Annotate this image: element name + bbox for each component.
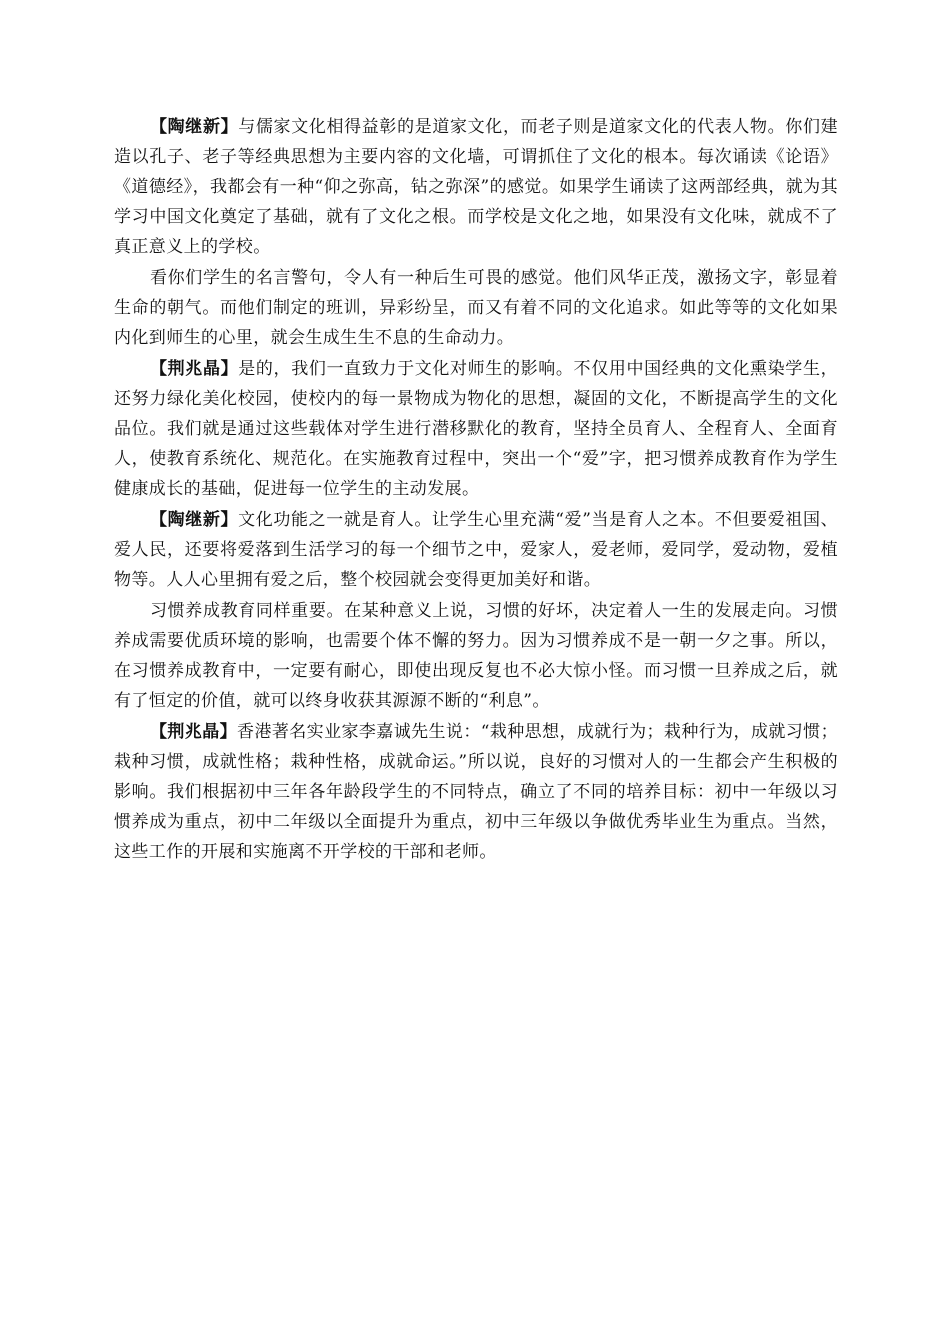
paragraph-5	[114, 596, 838, 716]
paragraph-6	[114, 717, 838, 867]
speaker-label: 【荆兆晶】	[150, 359, 239, 379]
speaker-label: 【荆兆晶】	[150, 722, 238, 742]
speaker-label: 【陶继新】	[150, 510, 239, 530]
speaker-label: 【陶继新】	[150, 117, 239, 137]
paragraph-text: 文化功能之一就是育人。让学生心里充满“爱”当是育人之本。不但要爱祖国、爱人民，还要将爱落到生活学习的每一个细节之中，爱家人，爱老师，爱同学，爱动物，爱植物等。人人心里拥有爱之后，整个校园就会变得更加美好和谐。	[114, 510, 838, 590]
paragraph-2	[114, 263, 838, 353]
paragraph-text: 与儒家文化相得益彰的是道家文化，而老子则是道家文化的代表人物。你们建造以孔子、老子等经典思想为主要内容的文化墙，可谓抓住了文化的根本。每次诵读《论语》《道德经》，我都会有一种“仰之弥高，钻之弥深”的感觉。如果学生诵读了这两部经典，就为其学习中国文化奠定了基础，就有了文化之根。而学校是文化之地，如果没有文化味，就成不了真正意义上的学校。	[114, 117, 839, 257]
paragraph-text: 是的，我们一直致力于文化对师生的影响。不仅用中国经典的文化熏染学生，还努力绿化美化校园，使校内的每一景物成为物化的思想，凝固的文化，不断提高学生的文化品位。我们就是通过这些载体对学生进行潜移默化的教育，坚持全员育人、全程育人、全面育人，使教育系统化、规范化。在实施教育过程中，突出一个“爱”字，把习惯养成教育作为学生健康成长的基础，促进每一位学生的主动发展。	[114, 359, 839, 499]
document-body	[114, 112, 838, 867]
paragraph-text: 习惯养成教育同样重要。在某种意义上说，习惯的好坏，决定着人一生的发展走向。习惯养成需要优质环境的影响，也需要个体不懈的努力。因为习惯养成不是一朝一夕之事。所以，在习惯养成教育中，一定要有耐心，即使出现反复也不必大惊小怪。而习惯一旦养成之后，就有了恒定的价值，就可以终身收获其源源不断的“利息”。	[114, 601, 838, 711]
paragraph-3	[114, 354, 838, 504]
paragraph-text: 香港著名实业家李嘉诚先生说：“栽种思想，成就行为；栽种行为，成就习惯；栽种习惯，成就性格；栽种性格，成就命运。”所以说，良好的习惯对人的一生都会产生积极的影响。我们根据初中三年各年龄段学生的不同特点，确立了不同的培养目标：初中一年级以习惯养成为重点，初中二年级以全面提升为重点，初中三年级以争做优秀毕业生为重点。当然，这些工作的开展和实施离不开学校的干部和老师。	[114, 722, 838, 862]
paragraph-text: 看你们学生的名言警句，令人有一种后生可畏的感觉。他们风华正茂，激扬文字，彰显着生命的朝气。而他们制定的班训，异彩纷呈，而又有着不同的文化追求。如此等等的文化如果内化到师生的心里，就会生成生生不息的生命动力。	[114, 268, 838, 348]
paragraph-1	[114, 112, 838, 262]
paragraph-4	[114, 505, 838, 595]
